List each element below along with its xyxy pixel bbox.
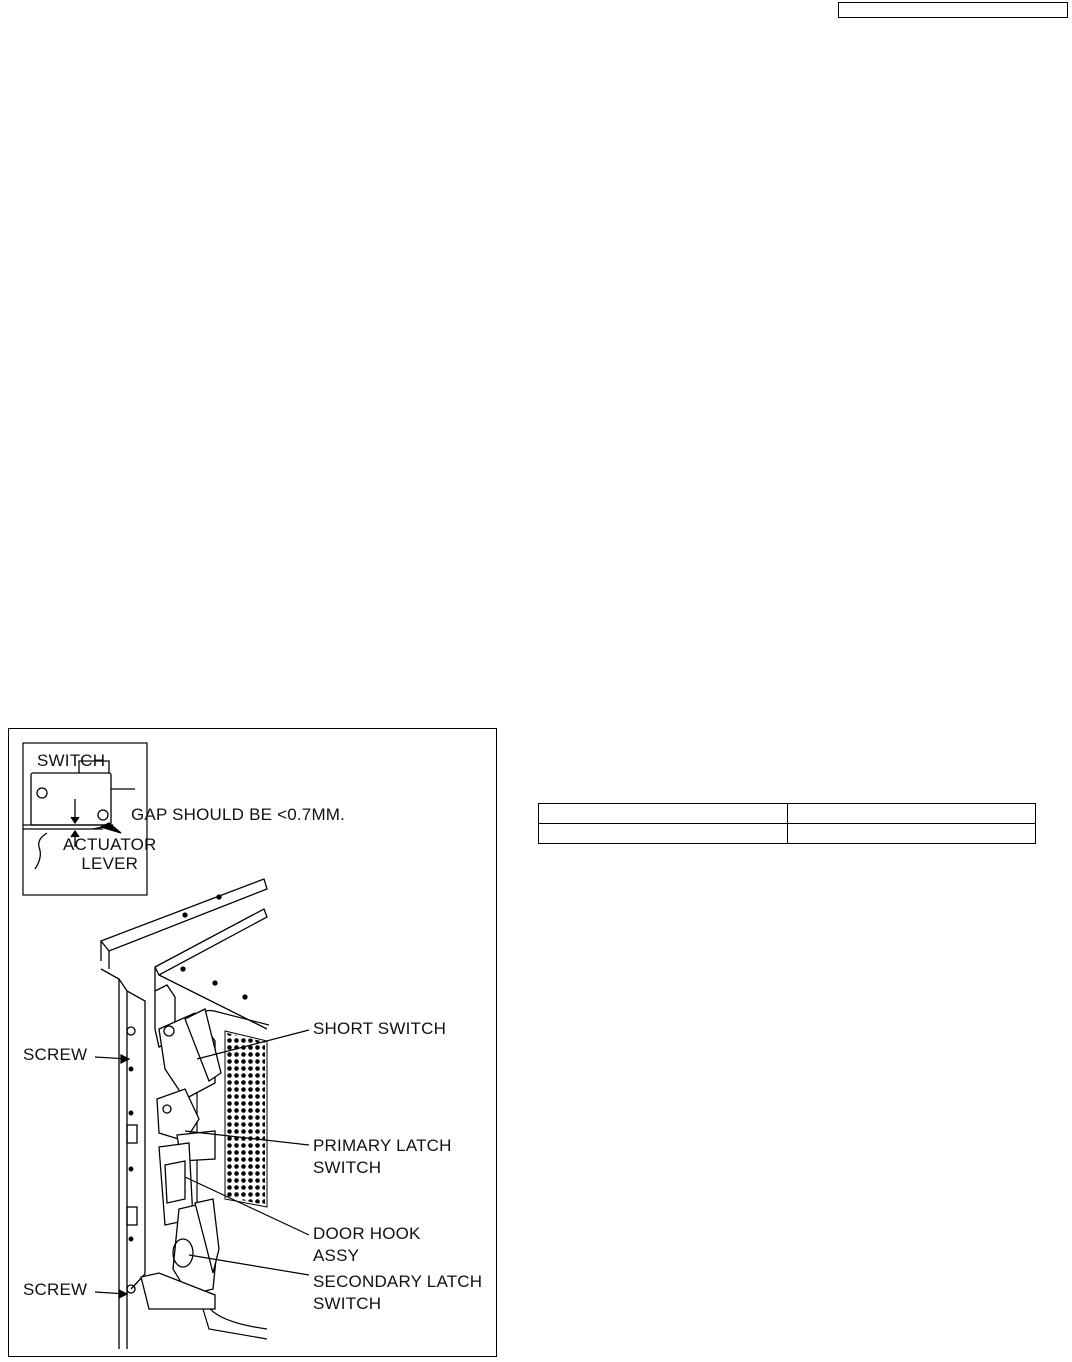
switch-label: SWITCH: [37, 751, 106, 770]
table-cell: [539, 804, 788, 824]
table-cell: [788, 804, 1036, 824]
header-reference-box: [838, 2, 1068, 18]
gap-note-label: GAP SHOULD BE <0.7MM.: [131, 805, 346, 824]
table-cell: [539, 824, 788, 844]
secondary-latch-switch-label: SECONDARY LATCH SWITCH: [313, 1272, 483, 1313]
screw-top-label: SCREW: [23, 1045, 88, 1064]
primary-latch-switch-label: PRIMARY LATCH SWITCH: [313, 1136, 452, 1177]
oven-frame-top: [101, 879, 267, 1029]
actuator-lever-label: ACTUATOR LEVER: [63, 835, 157, 873]
latch-switch-figure: [8, 728, 497, 1357]
screw-bottom-label: SCREW: [23, 1280, 88, 1299]
spec-table: [538, 803, 1036, 844]
door-hook-assy-label: DOOR HOOK ASSY: [313, 1224, 421, 1265]
short-switch-label: SHORT SWITCH: [313, 1019, 447, 1038]
table-row: [539, 824, 1036, 844]
latch-mechanism: [141, 985, 221, 1309]
table-row: [539, 804, 1036, 824]
table-cell: [788, 824, 1036, 844]
